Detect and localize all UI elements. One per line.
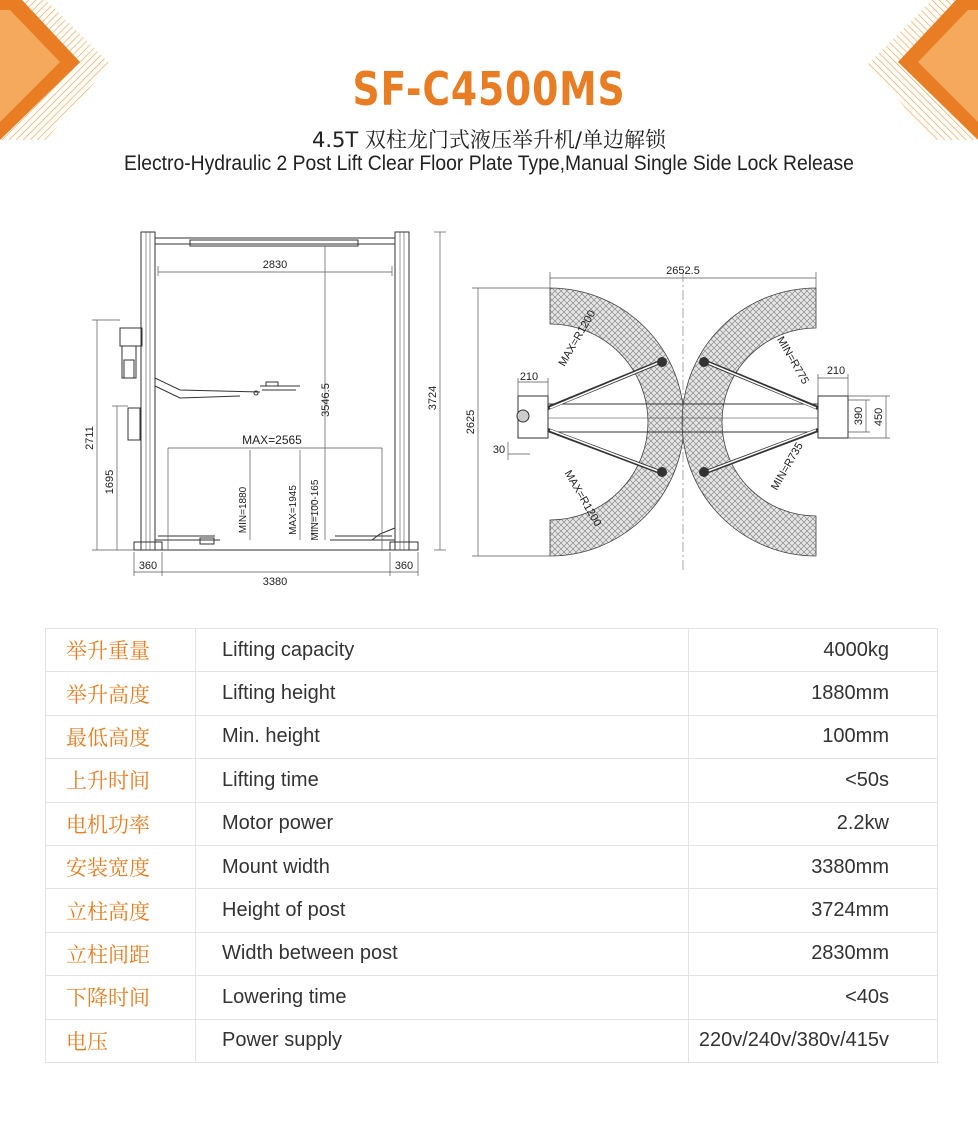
spec-label-en: Mount width <box>196 845 689 888</box>
dim-max-1945: MAX=1945 <box>288 485 299 535</box>
spec-value: <40s <box>689 976 938 1019</box>
dim-post-height: 3724 <box>427 385 439 411</box>
spec-label-cn: 最低高度 <box>46 715 196 758</box>
spec-label-en: Lifting time <box>196 759 689 802</box>
spec-value: <50s <box>689 759 938 802</box>
spec-label-cn: 举升重量 <box>46 629 196 672</box>
dim-min-100: MIN=100-165 <box>310 479 321 541</box>
spec-label-en: Width between post <box>196 932 689 975</box>
spec-label-cn: 电机功率 <box>46 802 196 845</box>
spec-row <box>46 1019 938 1062</box>
spec-label-en: Height of post <box>196 889 689 932</box>
spec-label-cn: 立柱间距 <box>46 932 196 975</box>
top-view <box>517 272 848 570</box>
dim-base-right: 360 <box>394 560 414 572</box>
spec-label-cn: 举升高度 <box>46 672 196 715</box>
spec-label-en: Lifting height <box>196 672 689 715</box>
dim-450: 450 <box>873 407 885 427</box>
spec-label-cn: 立柱高度 <box>46 889 196 932</box>
dim-min-1880: MIN=1880 <box>238 486 249 534</box>
spec-value: 4000kg <box>689 629 938 672</box>
arm-max-radius-top: MAX=R1200 <box>556 308 599 369</box>
spec-row <box>46 802 938 845</box>
spec-label-cn: 下降时间 <box>46 976 196 1019</box>
dim-base-left: 360 <box>138 560 158 572</box>
dim-30: 30 <box>492 444 506 456</box>
dim-max-width: MAX=2565 <box>242 433 302 447</box>
spec-value: 3380mm <box>689 845 938 888</box>
spec-value: 220v/240v/380v/415v <box>689 1019 938 1062</box>
arm-min-radius-735: MIN=R735 <box>768 440 806 493</box>
spec-value: 2830mm <box>689 932 938 975</box>
spec-value: 100mm <box>689 715 938 758</box>
spec-value: 1880mm <box>689 672 938 715</box>
spec-label-cn: 电压 <box>46 1019 196 1062</box>
spec-label-en: Lowering time <box>196 976 689 1019</box>
spec-label-cn: 上升时间 <box>46 759 196 802</box>
dim-lift-height: 3546.5 <box>320 383 332 417</box>
subtitle-english: Electro-Hydraulic 2 Post Lift Clear Floor Plate Type,Manual Single Side Lock Release <box>124 152 854 175</box>
spec-row <box>46 889 938 932</box>
spec-row <box>46 976 938 1019</box>
spec-value: 2.2kw <box>689 802 938 845</box>
dim-base-width: 3380 <box>262 576 288 588</box>
dim-390: 390 <box>853 406 865 426</box>
spec-row <box>46 932 938 975</box>
spec-label-en: Lifting capacity <box>196 629 689 672</box>
dim-depth-2625: 2625 <box>465 409 477 435</box>
technical-drawing <box>0 210 978 600</box>
spec-value: 3724mm <box>689 889 938 932</box>
dim-top-width-2652: 2652.5 <box>666 265 700 277</box>
spec-row <box>46 715 938 758</box>
spec-row <box>46 759 938 802</box>
front-view <box>120 232 418 550</box>
spec-table <box>45 628 938 1063</box>
dim-210-right: 210 <box>826 365 846 377</box>
dim-lower-height: 1695 <box>104 469 116 495</box>
subtitle-chinese: 4.5T 双柱龙门式液压举升机/单边解锁 <box>312 128 666 152</box>
front-view-dimensions <box>92 232 446 576</box>
dim-top-width: 2830 <box>262 259 288 271</box>
spec-row <box>46 629 938 672</box>
dim-210-left: 210 <box>519 371 539 383</box>
spec-label-en: Min. height <box>196 715 689 758</box>
arm-min-radius-775: MIN=R775 <box>774 334 812 387</box>
spec-row <box>46 845 938 888</box>
model-title: SF-C4500MS <box>352 62 626 116</box>
front-view-labels <box>84 259 439 588</box>
spec-label-en: Motor power <box>196 802 689 845</box>
arm-max-radius-bottom: MAX=R1200 <box>561 468 604 529</box>
dim-overall-height: 2711 <box>84 426 96 450</box>
spec-label-en: Power supply <box>196 1019 689 1062</box>
spec-row <box>46 672 938 715</box>
spec-label-cn: 安装宽度 <box>46 845 196 888</box>
